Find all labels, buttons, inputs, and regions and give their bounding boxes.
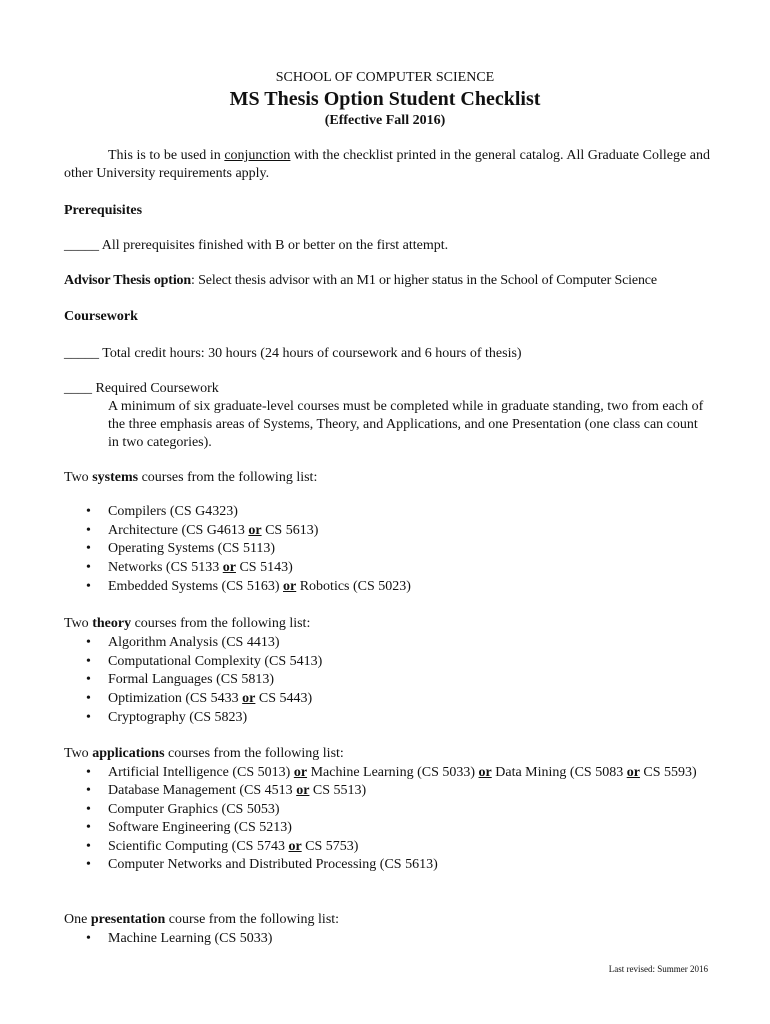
list-item: • Software Engineering (CS 5213) bbox=[64, 819, 710, 837]
list-item: • Machine Learning (CS 5033) bbox=[64, 930, 710, 949]
list-item: • Artificial Intelligence (CS 5013) or Machine Learning (CS 5033) or Data Mining (CS 5083 or CS 5593) bbox=[64, 764, 710, 782]
intro-text-before: This is to be used in bbox=[108, 148, 225, 163]
presentation-heading: One presentation course from the following list: bbox=[64, 912, 340, 927]
advisor-label: Advisor Thesis option bbox=[64, 273, 192, 288]
list-item: • Scientific Computing (CS 5743 or CS 5753) bbox=[64, 838, 710, 856]
systems-heading: Two systems courses from the following list: bbox=[64, 470, 318, 485]
list-item: • Computer Graphics (CS 5053) bbox=[64, 801, 710, 819]
applications-heading: Two applications courses from the following list: bbox=[64, 746, 344, 761]
list-item: • Networks (CS 5133 or CS 5143) bbox=[64, 559, 710, 578]
advisor-line bbox=[64, 272, 710, 290]
list-item: • Database Management (CS 4513 or CS 5513) bbox=[64, 782, 710, 800]
page-title: MS Thesis Option Student Checklist bbox=[229, 88, 541, 110]
list-item: • Embedded Systems (CS 5163) or Robotics (CS 5023) bbox=[64, 578, 710, 597]
list-item: • Computational Complexity (CS 5413) bbox=[64, 653, 710, 672]
list-item: • Optimization (CS 5433 or CS 5443) bbox=[64, 690, 710, 709]
list-item: • Operating Systems (CS 5113) bbox=[64, 540, 710, 559]
presentation-course-list bbox=[64, 930, 710, 949]
required-coursework-item: ____ Required Coursework bbox=[64, 381, 219, 396]
list-item: • Architecture (CS G4613 or CS 5613) bbox=[64, 522, 710, 541]
coursework-heading: Coursework bbox=[64, 309, 138, 324]
intro-paragraph bbox=[64, 147, 710, 183]
intro-underlined-word: conjunction bbox=[224, 148, 291, 163]
required-coursework-description: A minimum of six graduate-level courses must be completed while in graduate standing, two from each of the three emphasis areas of Systems, Theory, and Applications, and one Presentation (one class can count in two categories). bbox=[108, 399, 704, 450]
prerequisites-heading: Prerequisites bbox=[64, 203, 143, 218]
list-item: • Algorithm Analysis (CS 4413) bbox=[64, 634, 710, 653]
last-revised-footer: Last revised: Summer 2016 bbox=[608, 964, 708, 974]
prerequisites-item: _____ All prerequisites finished with B or better on the first attempt. bbox=[64, 238, 449, 253]
effective-date: (Effective Fall 2016) bbox=[324, 113, 446, 128]
intro-text-after: with the checklist printed in the general catalog. All Graduate College and other University requirements apply. bbox=[64, 148, 710, 181]
list-item: • Formal Languages (CS 5813) bbox=[64, 671, 710, 690]
school-name: SCHOOL OF COMPUTER SCIENCE bbox=[275, 70, 495, 85]
list-item: • Compilers (CS G4323) bbox=[64, 503, 710, 522]
list-item: • Computer Networks and Distributed Processing (CS 5613) bbox=[64, 856, 710, 874]
total-credit-hours-item: _____ Total credit hours: 30 hours (24 hours of coursework and 6 hours of thesis) bbox=[64, 346, 522, 361]
theory-heading: Two theory courses from the following list: bbox=[64, 616, 311, 631]
applications-course-list bbox=[64, 764, 710, 874]
systems-course-list bbox=[64, 503, 710, 597]
list-item: • Cryptography (CS 5823) bbox=[64, 709, 710, 728]
theory-course-list bbox=[64, 634, 710, 728]
advisor-text: : Select thesis advisor with an M1 or higher status in the School of Computer Science bbox=[191, 273, 657, 288]
